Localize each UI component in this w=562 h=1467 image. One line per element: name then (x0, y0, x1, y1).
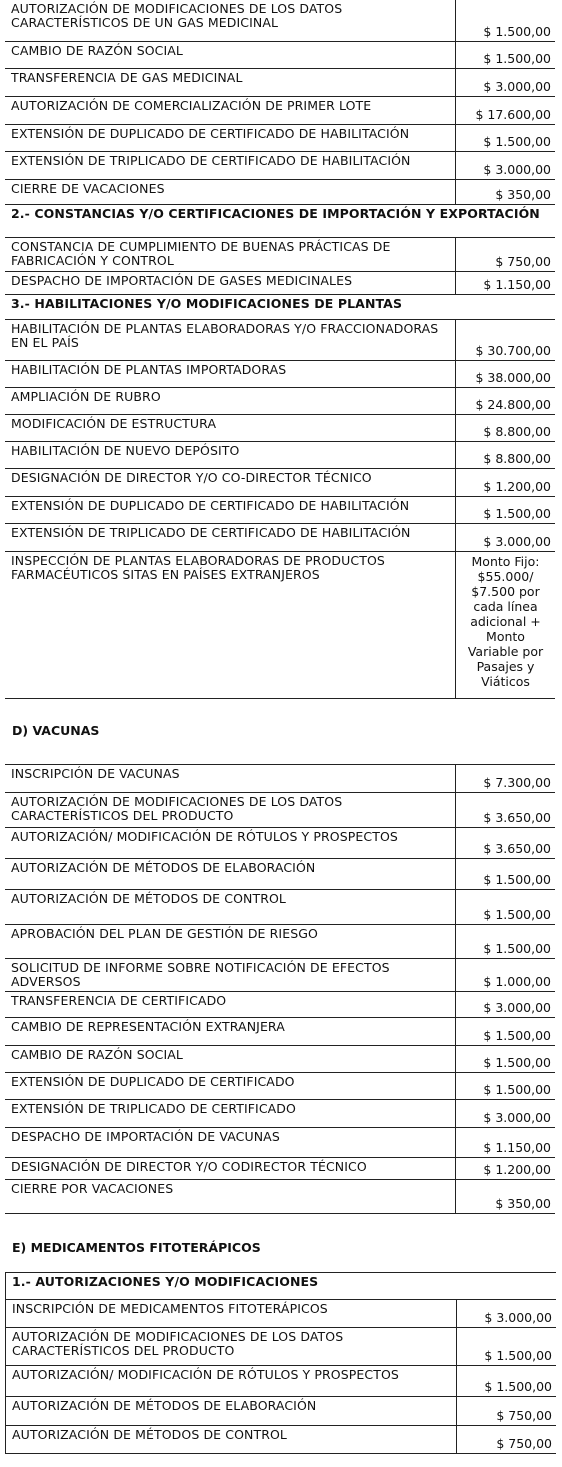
fee-price: $ 1.500,00 (484, 1348, 552, 1363)
table-row (5, 1100, 555, 1128)
fee-description: TRANSFERENCIA DE GAS MEDICINAL (5, 69, 456, 96)
table-row (5, 415, 555, 442)
fee-price: $ 750,00 (496, 1408, 552, 1423)
section-header (5, 295, 555, 320)
table-row (5, 442, 555, 469)
table-row (5, 859, 555, 890)
fee-price: $ 1.500,00 (483, 1028, 551, 1043)
table-row (5, 1158, 555, 1180)
fee-price: $ 3.000,00 (483, 534, 551, 549)
fee-description: EXTENSIÓN DE DUPLICADO DE CERTIFICADO DE HABILITACIÓN (5, 125, 456, 151)
table-row (5, 959, 555, 992)
fee-price: $ 1.200,00 (483, 1162, 551, 1177)
table-row (5, 469, 555, 497)
table-row (5, 0, 555, 42)
fee-description: EXTENSIÓN DE TRIPLICADO DE CERTIFICADO DE HABILITACIÓN (5, 152, 456, 179)
table-row (6, 1366, 556, 1397)
section-title-vacunas: D) VACUNAS (12, 723, 100, 738)
table-row (5, 97, 555, 125)
section-header-label: 3.- HABILITACIONES Y/O MODIFICACIONES DE PLANTAS (11, 296, 403, 311)
table-row (5, 42, 555, 69)
fee-price: $ 1.500,00 (483, 51, 551, 66)
fee-description: AUTORIZACIÓN DE MODIFICACIONES DE LOS DATOS CARACTERÍSTICOS DE UN GAS MEDICINAL (5, 0, 456, 41)
fee-price: $ 1.500,00 (483, 24, 551, 39)
fee-description: AUTORIZACIÓN DE MÉTODOS DE ELABORACIÓN (5, 859, 456, 889)
fee-description: EXTENSIÓN DE DUPLICADO DE CERTIFICADO (5, 1073, 456, 1099)
table-row (6, 1300, 556, 1328)
fee-price: $ 1.500,00 (483, 134, 551, 149)
table-row (5, 1018, 555, 1046)
fee-description: HABILITACIÓN DE PLANTAS IMPORTADORAS (5, 361, 456, 387)
fee-price: $ 3.650,00 (483, 841, 551, 856)
table-row (5, 524, 555, 552)
section-title-fitoterapicos: E) MEDICAMENTOS FITOTERÁPICOS (12, 1240, 261, 1255)
table-row (5, 1128, 555, 1158)
fee-description: DESIGNACIÓN DE DIRECTOR Y/O CO-DIRECTOR TÉCNICO (5, 469, 456, 496)
table-row (5, 1073, 555, 1100)
fee-description: AUTORIZACIÓN DE MÉTODOS DE ELABORACIÓN (6, 1397, 457, 1425)
fee-price: $ 1.000,00 (483, 974, 551, 989)
fee-price: $ 7.300,00 (483, 775, 551, 790)
fee-price: $ 3.000,00 (483, 79, 551, 94)
fee-price: $ 17.600,00 (475, 107, 551, 122)
section-header-label: 2.- CONSTANCIAS Y/O CERTIFICACIONES DE IMPORTACIÓN Y EXPORTACIÓN (11, 206, 540, 221)
section-header (6, 1273, 556, 1300)
fee-description: CAMBIO DE RAZÓN SOCIAL (5, 42, 456, 68)
fee-price: $ 3.000,00 (483, 1110, 551, 1125)
fee-price: $ 3.650,00 (483, 810, 551, 825)
fee-price: $ 750,00 (496, 1436, 552, 1451)
fees-table-vacunas (5, 764, 555, 1214)
fee-price: $ 1.500,00 (483, 872, 551, 887)
fee-description: EXTENSIÓN DE TRIPLICADO DE CERTIFICADO (5, 1100, 456, 1127)
fee-price: $ 750,00 (495, 254, 551, 269)
table-row (6, 1426, 556, 1454)
fee-price: $ 1.500,00 (484, 1379, 552, 1394)
fee-description: INSCRIPCIÓN DE MEDICAMENTOS FITOTERÁPICOS (6, 1300, 457, 1327)
fees-table-gases (5, 0, 555, 699)
fee-price: $ 1.500,00 (483, 1082, 551, 1097)
table-row (5, 1180, 555, 1214)
fee-price: $ 30.700,00 (475, 343, 551, 358)
fee-description: EXTENSIÓN DE DUPLICADO DE CERTIFICADO DE HABILITACIÓN (5, 497, 456, 523)
table-row (5, 497, 555, 524)
table-row (5, 793, 555, 828)
fee-price: $ 3.000,00 (484, 1310, 552, 1325)
fee-description: CAMBIO DE REPRESENTACIÓN EXTRANJERA (5, 1018, 456, 1045)
fee-price: $ 1.500,00 (483, 907, 551, 922)
table-row (5, 1046, 555, 1073)
fee-price: $ 1.500,00 (483, 941, 551, 956)
table-row (5, 238, 555, 272)
fee-price: $ 1.200,00 (483, 479, 551, 494)
fee-description: AMPLIACIÓN DE RUBRO (5, 388, 456, 414)
fee-description: MODIFICACIÓN DE ESTRUCTURA (5, 415, 456, 441)
table-row (5, 69, 555, 97)
fee-price: $ 1.150,00 (483, 1140, 551, 1155)
table-row (5, 828, 555, 859)
fee-price: $ 350,00 (495, 187, 551, 202)
fee-description: AUTORIZACIÓN/ MODIFICACIÓN DE RÓTULOS Y PROSPECTOS (5, 828, 456, 858)
fee-description: EXTENSIÓN DE TRIPLICADO DE CERTIFICADO DE HABILITACIÓN (5, 524, 456, 551)
fee-description: DESIGNACIÓN DE DIRECTOR Y/O CODIRECTOR TÉCNICO (5, 1158, 456, 1179)
fee-description: CAMBIO DE RAZÓN SOCIAL (5, 1046, 456, 1072)
fees-table-fitoterapicos (5, 1272, 556, 1454)
fee-price: $ 1.500,00 (483, 1055, 551, 1070)
fee-price: $ 8.800,00 (483, 424, 551, 439)
table-row (5, 361, 555, 388)
fee-description: TRANSFERENCIA DE CERTIFICADO (5, 992, 456, 1017)
fee-description: AUTORIZACIÓN/ MODIFICACIÓN DE RÓTULOS Y PROSPECTOS (6, 1366, 457, 1396)
fee-description: AUTORIZACIÓN DE MODIFICACIONES DE LOS DATOS CARACTERÍSTICOS DEL PRODUCTO (5, 793, 456, 827)
section-header-label: 1.- AUTORIZACIONES Y/O MODIFICACIONES (12, 1274, 319, 1289)
table-row (5, 890, 555, 925)
fee-description: HABILITACIÓN DE NUEVO DEPÓSITO (5, 442, 456, 468)
fee-description: AUTORIZACIÓN DE MODIFICACIONES DE LOS DATOS CARACTERÍSTICOS DEL PRODUCTO (6, 1328, 457, 1365)
table-row (5, 992, 555, 1018)
fee-price: $ 1.500,00 (483, 506, 551, 521)
fee-price: $ 3.000,00 (483, 162, 551, 177)
fee-description: INSPECCIÓN DE PLANTAS ELABORADORAS DE PRODUCTOS FARMACÉUTICOS SITAS EN PAÍSES EXTRANJEROS (5, 552, 456, 698)
fee-description: AUTORIZACIÓN DE MÉTODOS DE CONTROL (5, 890, 456, 924)
table-row (6, 1328, 556, 1366)
table-row (5, 552, 555, 699)
fee-price: $ 1.150,00 (483, 277, 551, 292)
fee-price: $ 350,00 (495, 1196, 551, 1211)
fee-price: Monto Fijo: $55.000/ $7.500 por cada línea adicional + Monto Variable por Pasajes y Viáticos (467, 554, 544, 689)
fee-price: $ 38.000,00 (475, 370, 551, 385)
fee-description: CONSTANCIA DE CUMPLIMIENTO DE BUENAS PRÁCTICAS DE FABRICACIÓN Y CONTROL (5, 238, 456, 271)
table-row (5, 320, 555, 361)
fee-description: DESPACHO DE IMPORTACIÓN DE VACUNAS (5, 1128, 456, 1157)
fee-description: CIERRE DE VACACIONES (5, 180, 456, 204)
table-row (6, 1397, 556, 1426)
fee-description: AUTORIZACIÓN DE MÉTODOS DE CONTROL (6, 1426, 457, 1453)
fee-description: SOLICITUD DE INFORME SOBRE NOTIFICACIÓN DE EFECTOS ADVERSOS (5, 959, 456, 991)
table-row (5, 180, 555, 205)
fee-description: AUTORIZACIÓN DE COMERCIALIZACIÓN DE PRIMER LOTE (5, 97, 456, 124)
fee-description: HABILITACIÓN DE PLANTAS ELABORADORAS Y/O FRACCIONADORAS EN EL PAÍS (5, 320, 456, 360)
table-row (5, 152, 555, 180)
table-row (5, 765, 555, 793)
table-row (5, 925, 555, 959)
section-header (5, 205, 555, 238)
fee-description: INSCRIPCIÓN DE VACUNAS (5, 765, 456, 792)
fee-price: $ 24.800,00 (475, 397, 551, 412)
table-row (5, 272, 555, 295)
fee-price: $ 8.800,00 (483, 451, 551, 466)
table-row (5, 388, 555, 415)
fee-description: DESPACHO DE IMPORTACIÓN DE GASES MEDICINALES (5, 272, 456, 294)
fee-price: $ 3.000,00 (483, 1000, 551, 1015)
fee-description: CIERRE POR VACACIONES (5, 1180, 456, 1213)
table-row (5, 125, 555, 152)
fee-description: APROBACIÓN DEL PLAN DE GESTIÓN DE RIESGO (5, 925, 456, 958)
